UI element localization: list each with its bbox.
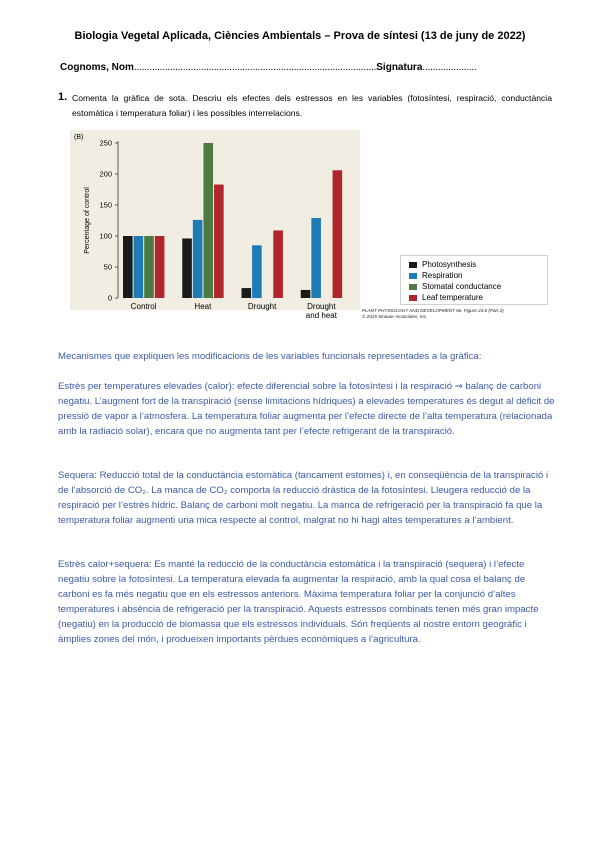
legend-item <box>409 292 547 303</box>
x-category-label: Heat <box>194 302 212 311</box>
bar-stomatal-conductance <box>144 236 154 298</box>
legend-label: Stomatal conductance <box>422 282 502 291</box>
bar-respiration <box>252 245 262 298</box>
bar-stomatal-conductance <box>203 143 213 298</box>
answer-heading: Mecanismes que expliquen les modificacions de les variables funcionals representades a la gràfica: <box>58 351 482 362</box>
credit-line-1: PLANT PHYSIOLOGY AND DEVELOPMENT 6e, Figure 24.6 (Part 2) <box>362 308 504 313</box>
bar-leaf-temperature <box>155 236 165 298</box>
legend-label: Photosynthesis <box>422 260 477 269</box>
y-tick-label: 200 <box>99 169 112 179</box>
question-1 <box>58 91 552 121</box>
question-number: 1. <box>58 91 68 103</box>
bar-leaf-temperature <box>214 185 224 298</box>
bar-leaf-temperature <box>273 230 283 298</box>
bar-photosynthesis <box>301 290 311 298</box>
page-title: Biologia Vegetal Aplicada, Ciències Ambientals – Prova de síntesi (13 de juny de 2022) <box>74 30 526 42</box>
bar-respiration <box>134 236 144 298</box>
credit-line-2: © 2015 Sinauer Associates, Inc. <box>362 314 428 319</box>
y-tick-label: 150 <box>99 200 112 210</box>
name-dots: .............................................................................................. <box>133 62 377 73</box>
x-category-label: Control <box>130 302 157 311</box>
name-label: Cognoms, Nom <box>60 62 134 73</box>
y-tick-label: 250 <box>99 138 112 148</box>
legend-swatch <box>409 295 417 301</box>
answer-paragraph-heat: Estrès per temperatures elevades (calor): efecte diferencial sobre la fotosíntesi i la respiració ⇒ balanç de carboni negatiu. L’augment fort de la transpiració (sense limitacions hídriques) a elevades temperatures és degut al dèficit de pressió de vapor a l’atmosfera. La temperatura foliar augmenta per l’efecte directe de l’alta temperatura (relacionada amb la radiació solar), encara que no augmenta tant per l’efecte refrigerant de la transpiració. <box>58 381 555 437</box>
legend-item <box>409 259 547 270</box>
legend-swatch <box>409 273 417 279</box>
x-category-label: Drought <box>247 302 277 311</box>
answer-paragraph-combined: Estrès calor+sequera: Es manté la reducció de la conductància estomàtica i la transpiració (sequera) i l’efecte negatiu sobre la fotosíntesi. La temperatura elevada fa augmentar la respiració, amb la qual cosa el balanç de carboni es fa més negatiu que en els estressos anteriors. Màxima temperatura foliar per la conjunció d’altes temperatures i absència de refrigeració per la transpiració. Aquests estressos combinats tenen més gran impacte (negatiu) en la producció de biomassa que els estressos individuals. Són freqüents al nostre entorn geogràfic i àmplies zones del món, i produeixen importants pèrdues econòmiques a l’agricultura. <box>58 559 539 645</box>
y-tick-label: 100 <box>99 231 112 241</box>
bar-photosynthesis <box>242 288 252 298</box>
bar-photosynthesis <box>123 236 133 298</box>
legend-swatch <box>409 284 417 290</box>
y-axis-label: Percentage of control <box>84 187 91 254</box>
y-tick-label: 50 <box>103 262 112 272</box>
x-category-label: and heat <box>305 311 337 320</box>
answer-paragraph-drought: Sequera: Reducció total de la conductància estomàtica (tancament estomes) i, en conseqüència de la transpiració i de l’absorció de CO₂. La manca de CO₂ comporta la reducció dràstica de la fotosíntesi. Lleugera reducció de la respiració per l’estrès hídric. Balanç de carboni molt negatiu. La manca de refrigeració per la transpiració fa que la temperatura foliar augmenti una mica respecte al control, malgrat no hi hagi altes temperatures a l’ambient. <box>58 470 549 526</box>
student-info-line <box>60 62 477 73</box>
chart-legend <box>400 255 548 305</box>
question-text: Comenta la gràfica de sota. Descriu els efectes dels estressos en les variables (fotosíntesi, respiració, conductància estomàtica i temperatura foliar) i les possibles interrelacions. <box>72 93 552 118</box>
bar-respiration <box>311 218 321 298</box>
figure-credit <box>362 308 504 320</box>
x-category-label: Drought <box>307 302 336 311</box>
legend-item <box>409 281 547 292</box>
bar-leaf-temperature <box>333 170 343 298</box>
y-tick-label: 0 <box>107 293 112 303</box>
signature-dots: ..................... <box>422 62 477 73</box>
legend-swatch <box>409 262 417 268</box>
bar-respiration <box>193 220 203 298</box>
legend-label: Respiration <box>422 271 463 280</box>
legend-item <box>409 270 547 281</box>
panel-label: (B) <box>74 134 84 141</box>
signature-label: Signatura <box>376 62 423 73</box>
bar-photosynthesis <box>182 238 192 298</box>
bar-chart-figure <box>70 130 360 320</box>
bar-chart <box>70 130 360 320</box>
legend-label: Leaf temperature <box>422 293 483 302</box>
